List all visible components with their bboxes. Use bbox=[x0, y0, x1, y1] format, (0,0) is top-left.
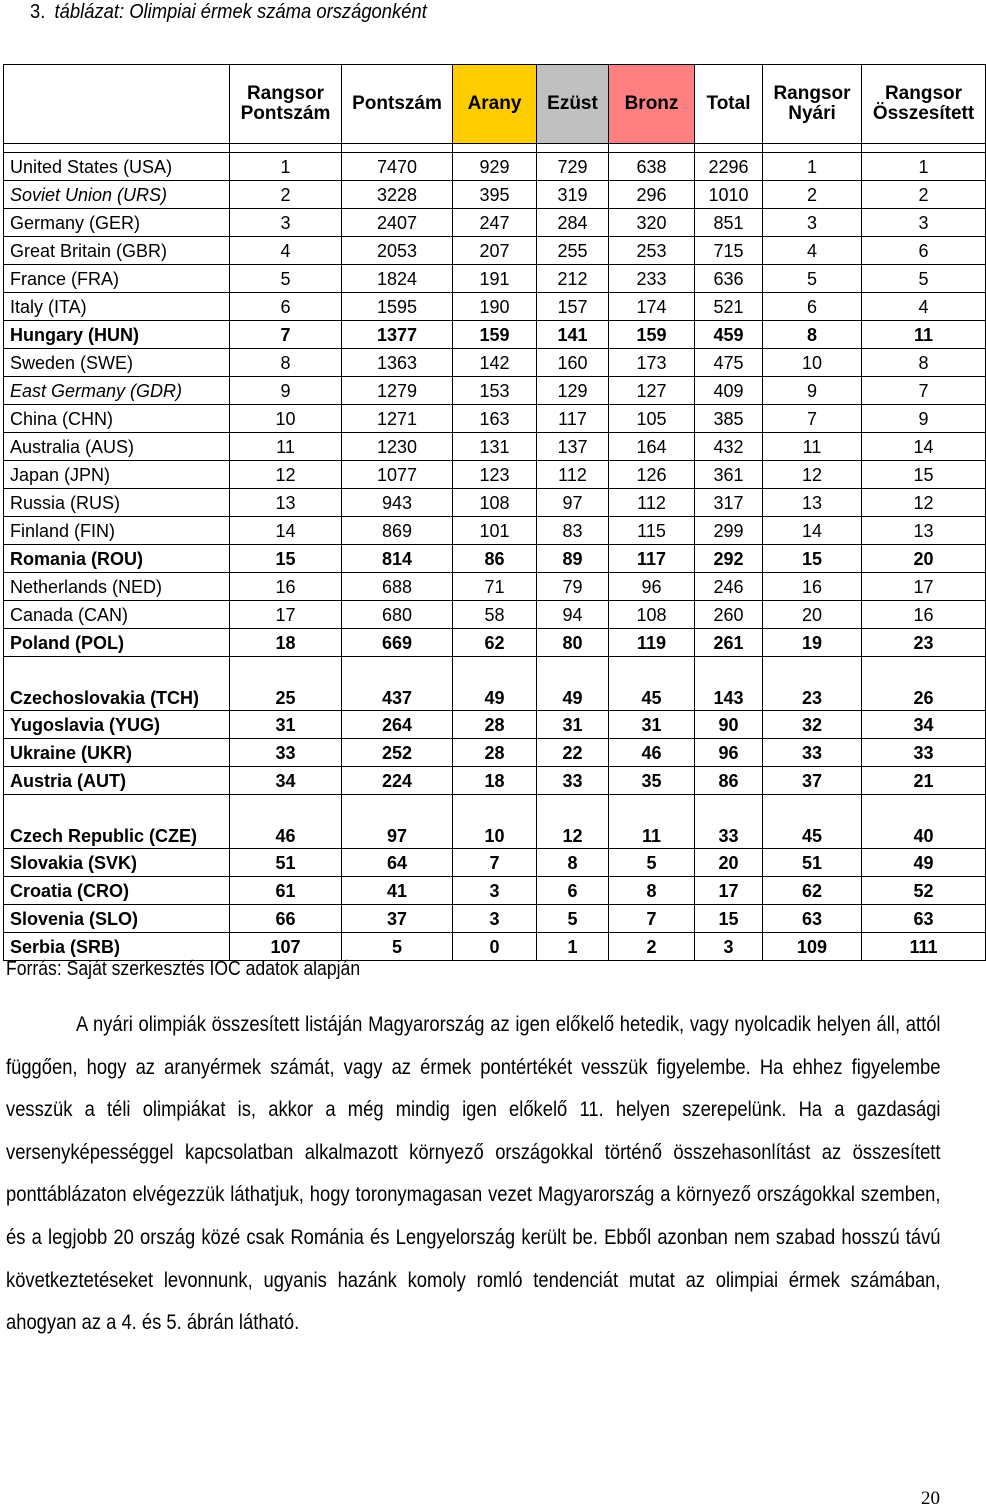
cell-silver: 6 bbox=[537, 877, 609, 905]
cell-total: 361 bbox=[695, 461, 763, 489]
table-row bbox=[4, 349, 986, 377]
cell-rank-summer: 7 bbox=[763, 405, 862, 433]
cell-country: Slovakia (SVK) bbox=[4, 849, 230, 877]
cell-total: 475 bbox=[695, 349, 763, 377]
cell-total: 86 bbox=[695, 767, 763, 795]
cell-score: 1595 bbox=[342, 293, 453, 321]
cell-gold: 123 bbox=[453, 461, 537, 489]
cell-rank-summer: 3 bbox=[763, 209, 862, 237]
cell-country: Poland (POL) bbox=[4, 629, 230, 657]
cell-total: 299 bbox=[695, 517, 763, 545]
table-caption bbox=[30, 0, 427, 24]
table-row bbox=[4, 293, 986, 321]
cell-rank-summer: 20 bbox=[763, 601, 862, 629]
cell-country: Soviet Union (URS) bbox=[4, 181, 230, 209]
cell-gold: 71 bbox=[453, 573, 537, 601]
cell-bronze: 2 bbox=[609, 933, 695, 961]
cell-score: 680 bbox=[342, 601, 453, 629]
cell-gold: 62 bbox=[453, 629, 537, 657]
cell-total: 17 bbox=[695, 877, 763, 905]
cell-score: 41 bbox=[342, 877, 453, 905]
cell-total: 432 bbox=[695, 433, 763, 461]
cell-bronze: 46 bbox=[609, 739, 695, 767]
table-row bbox=[4, 321, 986, 349]
cell-rank-summer: 23 bbox=[763, 657, 862, 711]
table-row bbox=[4, 629, 986, 657]
table-row bbox=[4, 933, 986, 961]
cell-rank-overall: 34 bbox=[862, 711, 986, 739]
cell-country: Russia (RUS) bbox=[4, 489, 230, 517]
cell-bronze: 35 bbox=[609, 767, 695, 795]
cell-silver: 80 bbox=[537, 629, 609, 657]
table-row bbox=[4, 461, 986, 489]
cell-bronze: 173 bbox=[609, 349, 695, 377]
cell-bronze: 112 bbox=[609, 489, 695, 517]
table-header-row bbox=[4, 65, 986, 144]
caption-number: 3. bbox=[30, 1, 46, 23]
cell-gold: 191 bbox=[453, 265, 537, 293]
cell-rank-overall: 21 bbox=[862, 767, 986, 795]
table-row bbox=[4, 237, 986, 265]
cell-score: 37 bbox=[342, 905, 453, 933]
cell-score: 3228 bbox=[342, 181, 453, 209]
cell-score: 669 bbox=[342, 629, 453, 657]
cell-gold: 207 bbox=[453, 237, 537, 265]
cell-score: 1230 bbox=[342, 433, 453, 461]
cell-score: 1363 bbox=[342, 349, 453, 377]
table-row bbox=[4, 377, 986, 405]
header-silver: Ezüst bbox=[537, 65, 609, 144]
cell-silver: 33 bbox=[537, 767, 609, 795]
cell-rank-overall: 8 bbox=[862, 349, 986, 377]
cell-bronze: 117 bbox=[609, 545, 695, 573]
cell-total: 385 bbox=[695, 405, 763, 433]
cell-rank-score: 34 bbox=[230, 767, 342, 795]
cell-score: 869 bbox=[342, 517, 453, 545]
cell-rank-overall: 15 bbox=[862, 461, 986, 489]
cell-country: Czech Republic (CZE) bbox=[4, 795, 230, 849]
cell-total: 409 bbox=[695, 377, 763, 405]
cell-silver: 284 bbox=[537, 209, 609, 237]
cell-rank-score: 107 bbox=[230, 933, 342, 961]
cell-bronze: 105 bbox=[609, 405, 695, 433]
cell-country: Austria (AUT) bbox=[4, 767, 230, 795]
cell-rank-overall: 17 bbox=[862, 573, 986, 601]
cell-rank-summer: 32 bbox=[763, 711, 862, 739]
cell-total: 317 bbox=[695, 489, 763, 517]
cell-total: 261 bbox=[695, 629, 763, 657]
cell-silver: 319 bbox=[537, 181, 609, 209]
cell-rank-overall: 20 bbox=[862, 545, 986, 573]
cell-total: 851 bbox=[695, 209, 763, 237]
cell-country: Finland (FIN) bbox=[4, 517, 230, 545]
cell-rank-summer: 109 bbox=[763, 933, 862, 961]
table-row bbox=[4, 405, 986, 433]
cell-gold: 3 bbox=[453, 905, 537, 933]
header-rank-summer: Rangsor Nyári bbox=[763, 65, 862, 144]
cell-country: Serbia (SRB) bbox=[4, 933, 230, 961]
cell-bronze: 233 bbox=[609, 265, 695, 293]
cell-country: Australia (AUS) bbox=[4, 433, 230, 461]
cell-rank-overall: 13 bbox=[862, 517, 986, 545]
cell-gold: 58 bbox=[453, 601, 537, 629]
cell-rank-score: 8 bbox=[230, 349, 342, 377]
cell-score: 5 bbox=[342, 933, 453, 961]
cell-gold: 108 bbox=[453, 489, 537, 517]
cell-rank-score: 17 bbox=[230, 601, 342, 629]
cell-gold: 163 bbox=[453, 405, 537, 433]
cell-silver: 8 bbox=[537, 849, 609, 877]
cell-total: 1010 bbox=[695, 181, 763, 209]
cell-country: Romania (ROU) bbox=[4, 545, 230, 573]
cell-gold: 247 bbox=[453, 209, 537, 237]
cell-rank-summer: 33 bbox=[763, 739, 862, 767]
cell-rank-score: 18 bbox=[230, 629, 342, 657]
cell-gold: 86 bbox=[453, 545, 537, 573]
cell-rank-score: 12 bbox=[230, 461, 342, 489]
cell-rank-score: 51 bbox=[230, 849, 342, 877]
cell-gold: 131 bbox=[453, 433, 537, 461]
cell-gold: 49 bbox=[453, 657, 537, 711]
cell-country: Canada (CAN) bbox=[4, 601, 230, 629]
cell-rank-score: 2 bbox=[230, 181, 342, 209]
cell-gold: 28 bbox=[453, 739, 537, 767]
cell-gold: 18 bbox=[453, 767, 537, 795]
cell-rank-overall: 12 bbox=[862, 489, 986, 517]
cell-rank-overall: 3 bbox=[862, 209, 986, 237]
cell-bronze: 108 bbox=[609, 601, 695, 629]
table-row bbox=[4, 601, 986, 629]
cell-total: 90 bbox=[695, 711, 763, 739]
cell-bronze: 8 bbox=[609, 877, 695, 905]
cell-rank-overall: 63 bbox=[862, 905, 986, 933]
cell-rank-overall: 49 bbox=[862, 849, 986, 877]
cell-rank-score: 33 bbox=[230, 739, 342, 767]
table-row bbox=[4, 153, 986, 181]
header-rank-overall: Rangsor Összesített bbox=[862, 65, 986, 144]
cell-score: 264 bbox=[342, 711, 453, 739]
table-row bbox=[4, 849, 986, 877]
cell-total: 521 bbox=[695, 293, 763, 321]
cell-rank-summer: 4 bbox=[763, 237, 862, 265]
table-row bbox=[4, 711, 986, 739]
cell-score: 1271 bbox=[342, 405, 453, 433]
cell-country: Hungary (HUN) bbox=[4, 321, 230, 349]
cell-total: 143 bbox=[695, 657, 763, 711]
table-row bbox=[4, 905, 986, 933]
cell-bronze: 159 bbox=[609, 321, 695, 349]
cell-rank-overall: 9 bbox=[862, 405, 986, 433]
cell-gold: 159 bbox=[453, 321, 537, 349]
cell-rank-overall: 11 bbox=[862, 321, 986, 349]
cell-gold: 190 bbox=[453, 293, 537, 321]
cell-bronze: 127 bbox=[609, 377, 695, 405]
cell-rank-score: 11 bbox=[230, 433, 342, 461]
cell-silver: 12 bbox=[537, 795, 609, 849]
cell-bronze: 174 bbox=[609, 293, 695, 321]
table-row bbox=[4, 265, 986, 293]
body-paragraph-text: A nyári olimpiák összesített listáján Magyarország az igen előkelő hetedik, vagy nyolcadik helyen áll, attól függően, hogy az aranyérmek számát, vagy az érmek pontértékét vesszük figyelembe. Ha ehhez figyelembe vesszük a téli olimpiákat is, akkor a még mindig igen előkelő 11. helyen szerepelünk. Ha a gazdasági versenyképességgel kapcsolatban alkalmazott környező országokkal történő összehasonlítást az összesített ponttáblázaton elvégezzük láthatjuk, hogy toronymagasan vezet Magyarország a környező országokkal szemben, és a legjobb 20 ország közé csak Románia és Lengyelország került be. Ebből azonban nem szabad hosszú távú következtetéseket levonnunk, ugyanis hazánk komoly romló tendenciát mutat az olimpiai érmek számában, ahogyan az a 4. és 5. ábrán látható. bbox=[6, 1013, 941, 1335]
cell-rank-overall: 1 bbox=[862, 153, 986, 181]
cell-silver: 117 bbox=[537, 405, 609, 433]
cell-gold: 101 bbox=[453, 517, 537, 545]
cell-total: 33 bbox=[695, 795, 763, 849]
cell-country: Germany (GER) bbox=[4, 209, 230, 237]
cell-country: Great Britain (GBR) bbox=[4, 237, 230, 265]
cell-bronze: 31 bbox=[609, 711, 695, 739]
cell-silver: 137 bbox=[537, 433, 609, 461]
cell-score: 2053 bbox=[342, 237, 453, 265]
cell-rank-score: 1 bbox=[230, 153, 342, 181]
table-row bbox=[4, 517, 986, 545]
cell-rank-overall: 52 bbox=[862, 877, 986, 905]
cell-rank-score: 6 bbox=[230, 293, 342, 321]
cell-score: 814 bbox=[342, 545, 453, 573]
cell-total: 715 bbox=[695, 237, 763, 265]
cell-silver: 129 bbox=[537, 377, 609, 405]
cell-rank-summer: 63 bbox=[763, 905, 862, 933]
cell-total: 260 bbox=[695, 601, 763, 629]
cell-gold: 929 bbox=[453, 153, 537, 181]
cell-rank-score: 16 bbox=[230, 573, 342, 601]
table-row bbox=[4, 573, 986, 601]
table-row bbox=[4, 433, 986, 461]
table-row bbox=[4, 545, 986, 573]
cell-gold: 153 bbox=[453, 377, 537, 405]
table-row bbox=[4, 739, 986, 767]
cell-rank-overall: 14 bbox=[862, 433, 986, 461]
cell-country: Netherlands (NED) bbox=[4, 573, 230, 601]
table-row bbox=[4, 209, 986, 237]
cell-rank-overall: 26 bbox=[862, 657, 986, 711]
cell-bronze: 320 bbox=[609, 209, 695, 237]
cell-bronze: 126 bbox=[609, 461, 695, 489]
cell-country: United States (USA) bbox=[4, 153, 230, 181]
cell-rank-score: 31 bbox=[230, 711, 342, 739]
header-bronze: Bronz bbox=[609, 65, 695, 144]
cell-silver: 141 bbox=[537, 321, 609, 349]
cell-rank-score: 10 bbox=[230, 405, 342, 433]
cell-rank-score: 7 bbox=[230, 321, 342, 349]
cell-total: 459 bbox=[695, 321, 763, 349]
cell-silver: 49 bbox=[537, 657, 609, 711]
cell-total: 636 bbox=[695, 265, 763, 293]
cell-total: 20 bbox=[695, 849, 763, 877]
cell-country: East Germany (GDR) bbox=[4, 377, 230, 405]
body-paragraph bbox=[6, 1004, 941, 1345]
table-body bbox=[4, 144, 986, 961]
table-row bbox=[4, 795, 986, 849]
cell-rank-score: 61 bbox=[230, 877, 342, 905]
cell-rank-summer: 16 bbox=[763, 573, 862, 601]
cell-score: 97 bbox=[342, 795, 453, 849]
header-total: Total bbox=[695, 65, 763, 144]
table-row bbox=[4, 489, 986, 517]
cell-rank-score: 9 bbox=[230, 377, 342, 405]
cell-rank-summer: 37 bbox=[763, 767, 862, 795]
cell-rank-summer: 14 bbox=[763, 517, 862, 545]
cell-bronze: 96 bbox=[609, 573, 695, 601]
spacer-row bbox=[4, 144, 986, 153]
cell-country: Croatia (CRO) bbox=[4, 877, 230, 905]
cell-rank-overall: 16 bbox=[862, 601, 986, 629]
cell-bronze: 164 bbox=[609, 433, 695, 461]
cell-score: 7470 bbox=[342, 153, 453, 181]
cell-silver: 79 bbox=[537, 573, 609, 601]
cell-rank-summer: 1 bbox=[763, 153, 862, 181]
cell-rank-score: 15 bbox=[230, 545, 342, 573]
cell-rank-summer: 12 bbox=[763, 461, 862, 489]
cell-gold: 7 bbox=[453, 849, 537, 877]
cell-rank-summer: 5 bbox=[763, 265, 862, 293]
cell-rank-summer: 62 bbox=[763, 877, 862, 905]
cell-bronze: 45 bbox=[609, 657, 695, 711]
medal-table bbox=[3, 64, 986, 961]
cell-silver: 1 bbox=[537, 933, 609, 961]
cell-gold: 10 bbox=[453, 795, 537, 849]
cell-rank-overall: 5 bbox=[862, 265, 986, 293]
cell-score: 2407 bbox=[342, 209, 453, 237]
cell-rank-summer: 6 bbox=[763, 293, 862, 321]
cell-rank-overall: 2 bbox=[862, 181, 986, 209]
cell-silver: 31 bbox=[537, 711, 609, 739]
cell-rank-overall: 7 bbox=[862, 377, 986, 405]
cell-country: Yugoslavia (YUG) bbox=[4, 711, 230, 739]
cell-rank-score: 25 bbox=[230, 657, 342, 711]
cell-gold: 3 bbox=[453, 877, 537, 905]
cell-country: Italy (ITA) bbox=[4, 293, 230, 321]
cell-country: France (FRA) bbox=[4, 265, 230, 293]
cell-total: 15 bbox=[695, 905, 763, 933]
cell-rank-overall: 6 bbox=[862, 237, 986, 265]
source-note: Forrás: Saját szerkesztés IOC adatok alapján bbox=[6, 958, 361, 980]
cell-score: 1824 bbox=[342, 265, 453, 293]
cell-rank-summer: 8 bbox=[763, 321, 862, 349]
cell-score: 64 bbox=[342, 849, 453, 877]
cell-country: Sweden (SWE) bbox=[4, 349, 230, 377]
cell-total: 3 bbox=[695, 933, 763, 961]
cell-silver: 212 bbox=[537, 265, 609, 293]
cell-silver: 97 bbox=[537, 489, 609, 517]
cell-score: 1279 bbox=[342, 377, 453, 405]
header-rank-score: Rangsor Pontszám bbox=[230, 65, 342, 144]
cell-score: 1377 bbox=[342, 321, 453, 349]
cell-rank-summer: 19 bbox=[763, 629, 862, 657]
cell-gold: 0 bbox=[453, 933, 537, 961]
cell-country: Slovenia (SLO) bbox=[4, 905, 230, 933]
cell-rank-summer: 15 bbox=[763, 545, 862, 573]
cell-silver: 5 bbox=[537, 905, 609, 933]
cell-bronze: 5 bbox=[609, 849, 695, 877]
cell-silver: 729 bbox=[537, 153, 609, 181]
header-gold: Arany bbox=[453, 65, 537, 144]
cell-rank-score: 46 bbox=[230, 795, 342, 849]
cell-gold: 142 bbox=[453, 349, 537, 377]
cell-total: 2296 bbox=[695, 153, 763, 181]
cell-bronze: 253 bbox=[609, 237, 695, 265]
table-row bbox=[4, 657, 986, 711]
cell-country: Czechoslovakia (TCH) bbox=[4, 657, 230, 711]
cell-country: Ukraine (UKR) bbox=[4, 739, 230, 767]
cell-bronze: 11 bbox=[609, 795, 695, 849]
table-row bbox=[4, 767, 986, 795]
cell-rank-score: 3 bbox=[230, 209, 342, 237]
cell-rank-summer: 2 bbox=[763, 181, 862, 209]
cell-rank-score: 13 bbox=[230, 489, 342, 517]
cell-silver: 160 bbox=[537, 349, 609, 377]
page-number: 20 bbox=[921, 1488, 940, 1509]
cell-rank-score: 4 bbox=[230, 237, 342, 265]
cell-bronze: 115 bbox=[609, 517, 695, 545]
cell-rank-summer: 45 bbox=[763, 795, 862, 849]
cell-country: China (CHN) bbox=[4, 405, 230, 433]
cell-score: 1077 bbox=[342, 461, 453, 489]
cell-bronze: 638 bbox=[609, 153, 695, 181]
cell-bronze: 7 bbox=[609, 905, 695, 933]
cell-rank-overall: 23 bbox=[862, 629, 986, 657]
cell-rank-summer: 11 bbox=[763, 433, 862, 461]
cell-rank-overall: 33 bbox=[862, 739, 986, 767]
header-score: Pontszám bbox=[342, 65, 453, 144]
cell-rank-score: 5 bbox=[230, 265, 342, 293]
caption-text: táblázat: Olimpiai érmek száma országonként bbox=[54, 1, 427, 23]
cell-rank-overall: 40 bbox=[862, 795, 986, 849]
cell-bronze: 119 bbox=[609, 629, 695, 657]
cell-total: 96 bbox=[695, 739, 763, 767]
cell-silver: 112 bbox=[537, 461, 609, 489]
cell-silver: 255 bbox=[537, 237, 609, 265]
table-row bbox=[4, 181, 986, 209]
cell-silver: 22 bbox=[537, 739, 609, 767]
cell-score: 437 bbox=[342, 657, 453, 711]
cell-country: Japan (JPN) bbox=[4, 461, 230, 489]
header-country bbox=[4, 65, 230, 144]
cell-silver: 94 bbox=[537, 601, 609, 629]
cell-rank-summer: 10 bbox=[763, 349, 862, 377]
cell-rank-overall: 4 bbox=[862, 293, 986, 321]
cell-total: 292 bbox=[695, 545, 763, 573]
cell-rank-overall: 111 bbox=[862, 933, 986, 961]
cell-silver: 89 bbox=[537, 545, 609, 573]
cell-score: 688 bbox=[342, 573, 453, 601]
cell-rank-summer: 13 bbox=[763, 489, 862, 517]
cell-score: 943 bbox=[342, 489, 453, 517]
cell-rank-score: 14 bbox=[230, 517, 342, 545]
cell-bronze: 296 bbox=[609, 181, 695, 209]
table-row bbox=[4, 877, 986, 905]
cell-score: 224 bbox=[342, 767, 453, 795]
cell-gold: 28 bbox=[453, 711, 537, 739]
cell-rank-score: 66 bbox=[230, 905, 342, 933]
cell-score: 252 bbox=[342, 739, 453, 767]
cell-total: 246 bbox=[695, 573, 763, 601]
cell-silver: 157 bbox=[537, 293, 609, 321]
cell-silver: 83 bbox=[537, 517, 609, 545]
cell-rank-summer: 51 bbox=[763, 849, 862, 877]
cell-rank-summer: 9 bbox=[763, 377, 862, 405]
cell-gold: 395 bbox=[453, 181, 537, 209]
